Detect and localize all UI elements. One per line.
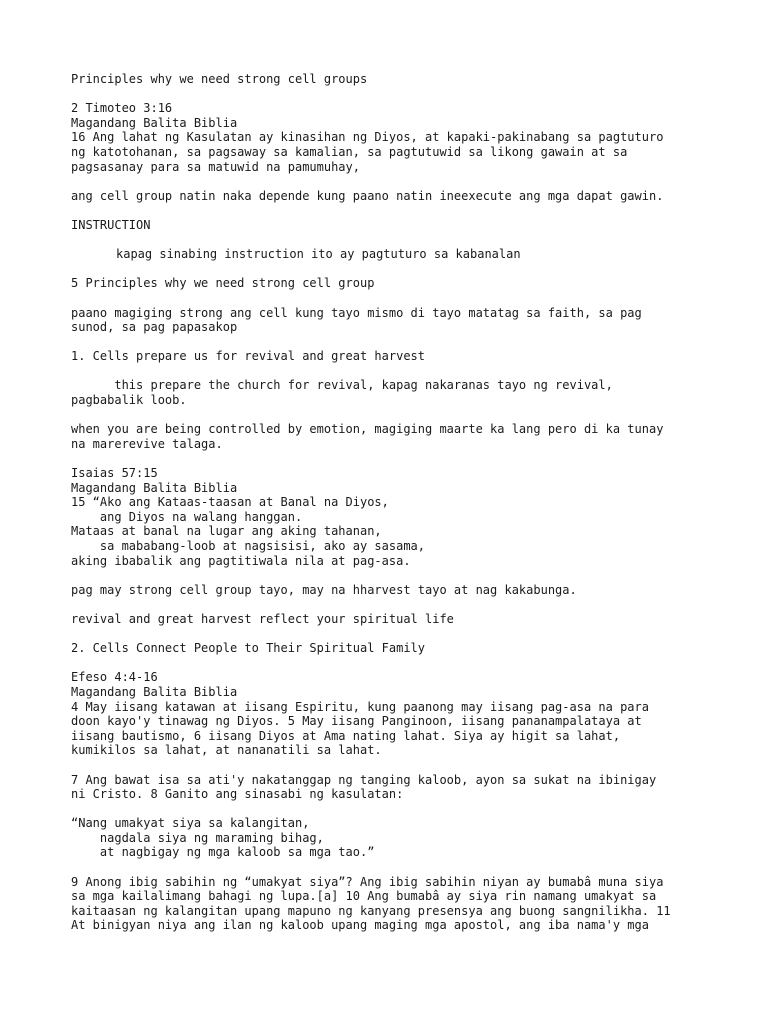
- text-line: ang cell group natin naka depende kung paano natin ineexecute ang mga dapat gawin.: [71, 188, 664, 203]
- text-line: na marerevive talaga.: [71, 436, 223, 451]
- text-line: nagdala siya ng maraming bihag,: [71, 830, 324, 845]
- text-line: doon kayo'y tinawag ng Diyos. 5 May iisang Panginoon, iisang pananampalataya at: [71, 714, 642, 729]
- paragraph: [71, 816, 711, 860]
- paragraph: [71, 422, 711, 451]
- text-line: 1. Cells prepare us for revival and great harvest: [71, 349, 426, 364]
- paragraph: [71, 466, 711, 568]
- document-body: [71, 72, 711, 948]
- text-line: 5 Principles why we need strong cell group: [71, 276, 375, 291]
- text-line: Principles why we need strong cell groups: [71, 72, 368, 86]
- text-line: pagsasanay para sa matuwid na pamumuhay,: [71, 159, 360, 174]
- paragraph: [71, 641, 711, 656]
- text-line: 2 Timoteo 3:16: [71, 101, 173, 116]
- paragraph: [71, 349, 711, 364]
- text-line: ng katotohanan, sa pagsaway sa kamalian, sa pagtutuwid sa likong gawain at sa: [71, 144, 628, 159]
- text-line: INSTRUCTION: [71, 217, 151, 232]
- text-line: Magandang Balita Biblia: [71, 480, 238, 495]
- text-line: 16 Ang lahat ng Kasulatan ay kinasihan ng Diyos, at kapaki-pakinabang sa pagtuturo: [71, 130, 664, 145]
- text-line: paano magiging strong ang cell kung tayo mismo di tayo matatag sa faith, sa pag: [71, 305, 642, 320]
- text-line: at nagbigay ng mga kaloob sa mga tao.”: [71, 845, 375, 860]
- paragraph: [71, 189, 711, 204]
- text-line: ni Cristo. 8 Ganito ang sinasabi ng kasulatan:: [71, 787, 404, 802]
- text-line: 9 Anong ibig sabihin ng “umakyat siya”? Ang ibig sabihin niyan ay bumabâ muna siya: [71, 874, 664, 889]
- paragraph: [71, 378, 711, 407]
- text-line: At binigyan niya ang ilan ng kaloob upang maging mga apostol, ang iba nama'y mga: [71, 918, 649, 933]
- text-line: ang Diyos na walang hanggan.: [71, 509, 303, 524]
- paragraph: [71, 247, 711, 262]
- paragraph: [71, 101, 711, 174]
- text-line: 2. Cells Connect People to Their Spiritual Family: [71, 641, 426, 656]
- text-line: pagbabalik loob.: [71, 393, 187, 408]
- text-line: sunod, sa pag papasakop: [71, 320, 238, 335]
- text-line: 7 Ang bawat isa sa ati'y nakatanggap ng tanging kaloob, ayon sa sukat na ibinigay: [71, 772, 657, 787]
- text-line: Magandang Balita Biblia: [71, 115, 238, 130]
- text-line: aking ibabalik ang pagtitiwala nila at pag-asa.: [71, 553, 411, 568]
- paragraph: [71, 583, 711, 598]
- text-line: Magandang Balita Biblia: [71, 684, 238, 699]
- text-line: when you are being controlled by emotion, magiging maarte ka lang pero di ka tunay: [71, 422, 664, 437]
- text-line: Efeso 4:4-16: [71, 670, 158, 685]
- paragraph: [71, 612, 711, 627]
- text-line: revival and great harvest reflect your spiritual life: [71, 611, 454, 626]
- paragraph: [71, 72, 711, 87]
- text-line: 15 “Ako ang Kataas-taasan at Banal na Diyos,: [71, 495, 389, 510]
- text-line: 4 May iisang katawan at iisang Espiritu, kung paanong may iisang pag-asa na para: [71, 699, 649, 714]
- paragraph: [71, 875, 711, 933]
- paragraph: [71, 306, 711, 335]
- text-line: sa mababang-loob at nagsisisi, ako ay sasama,: [71, 539, 426, 553]
- text-line: sa mga kailalimang bahagi ng lupa.[a] 10 Ang bumabâ ay siya rin namang umakyat sa: [71, 889, 657, 904]
- paragraph: [71, 773, 711, 802]
- paragraph: [71, 670, 711, 758]
- text-line: kapag sinabing instruction ito ay pagtuturo sa kabanalan: [116, 247, 521, 262]
- text-line: Isaias 57:15: [71, 466, 158, 481]
- text-line: this prepare the church for revival, kapag nakaranas tayo ng revival,: [71, 378, 613, 393]
- text-line: “Nang umakyat siya sa kalangitan,: [71, 816, 310, 831]
- text-line: Mataas at banal na lugar ang aking tahanan,: [71, 524, 382, 539]
- text-line: kaitaasan ng kalangitan upang mapuno ng kanyang presensya ang buong sangnilikha. 11: [71, 903, 671, 918]
- paragraph: [71, 276, 711, 291]
- text-line: pag may strong cell group tayo, may na hharvest tayo at nag kakabunga.: [71, 582, 577, 597]
- text-line: iisang bautismo, 6 iisang Diyos at Ama nating lahat. Siya ay higit sa lahat,: [71, 728, 621, 743]
- paragraph: [71, 218, 711, 233]
- text-line: kumikilos sa lahat, at nananatili sa lahat.: [71, 743, 382, 758]
